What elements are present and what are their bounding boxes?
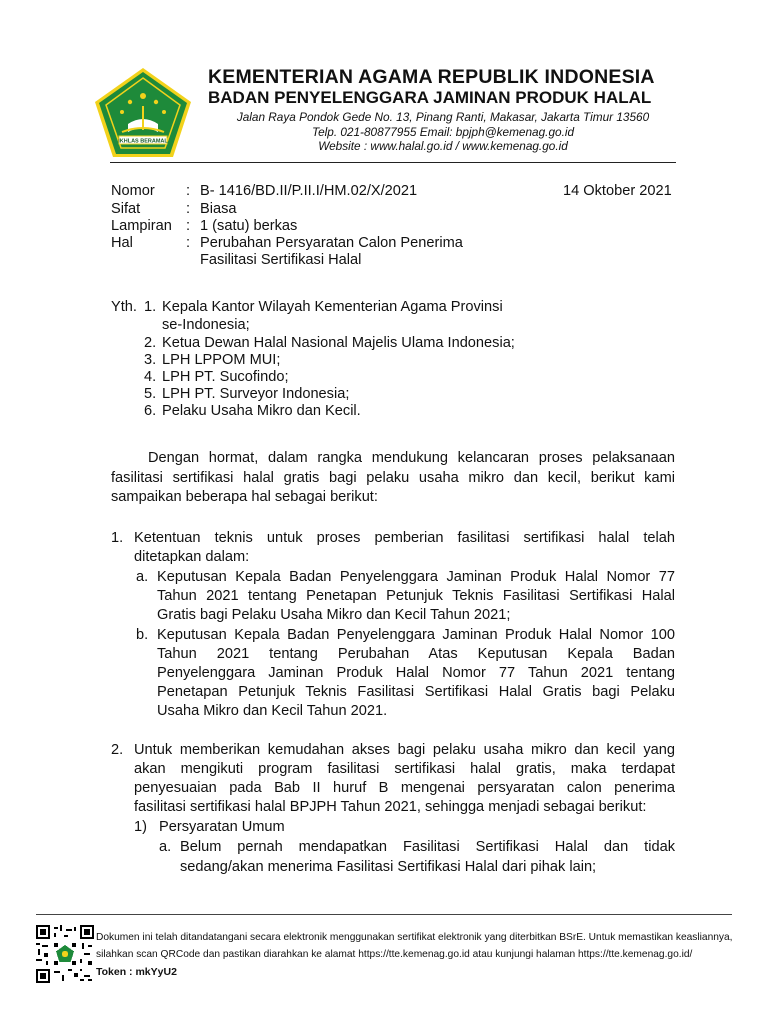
sub-1a-label: a. bbox=[159, 839, 172, 855]
point-1-line: Ketentuan teknis untuk proses pemberian fasilitasi sertifikasi halal telah bbox=[134, 530, 675, 546]
footer-token: Token : mkYyU2 bbox=[96, 966, 177, 978]
sifat-colon: : bbox=[186, 201, 191, 217]
hal-value-line1: Perubahan Persyaratan Calon Penerima bbox=[200, 235, 463, 251]
recipient-num: 1. bbox=[144, 299, 157, 315]
footer-notice-line1: Dokumen ini telah ditandatangani secara elektronik menggunakan sertifikat elektronik yang diterbitkan BSrE. Untuk memastikan keasliannya, bbox=[96, 932, 733, 943]
hal-label: Hal bbox=[111, 235, 133, 251]
point-1a-line: Gratis bagi Pelaku Usaha Mikro dan Kecil Tahun 2021; bbox=[157, 607, 511, 623]
point-1b-line: Usaha Mikro dan Kecil Tahun 2021. bbox=[157, 703, 388, 719]
point-1b-label: b. bbox=[136, 627, 149, 643]
lampiran-value: 1 (satu) berkas bbox=[200, 218, 298, 234]
recipient-text-cont: se-Indonesia; bbox=[162, 317, 250, 333]
recipient-num: 6. bbox=[144, 403, 157, 419]
point-1b-line: Tahun 2021 tentang Perubahan Atas Keputusan Kepala Badan bbox=[157, 646, 675, 662]
recipient-text: LPH LPPOM MUI; bbox=[162, 352, 281, 368]
logo-ribbon-text: IKHLAS BERAMAL bbox=[118, 138, 168, 145]
contact-line: Telp. 021-80877955 Email: bpjph@kemenag.go.id bbox=[311, 124, 575, 139]
point-1a-label: a. bbox=[136, 569, 149, 585]
point-1b-line: Penyelenggara Jaminan Produk Halal Nomor 77 Tahun 2021 tentang bbox=[157, 665, 675, 681]
agency-title: BADAN PENYELENGGARA JAMINAN PRODUK HALAL bbox=[208, 88, 652, 107]
kemenag-logo bbox=[92, 66, 194, 160]
intro-line: sampaikan beberapa hal sebagai berikut: bbox=[111, 489, 378, 505]
recipient-text: Kepala Kantor Wilayah Kementerian Agama Provinsi bbox=[162, 299, 503, 315]
recipient-num: 5. bbox=[144, 386, 157, 402]
nomor-colon: : bbox=[186, 183, 191, 199]
point-1a-line: Keputusan Kepala Badan Penyelenggara Jaminan Produk Halal Nomor 77 bbox=[157, 569, 675, 585]
intro-line: Dengan hormat, dalam rangka mendukung kelancaran proses pelaksanaan bbox=[148, 450, 675, 466]
recipient-num: 2. bbox=[144, 335, 157, 351]
recipient-num: 3. bbox=[144, 352, 157, 368]
point-1-number: 1. bbox=[111, 530, 124, 546]
nomor-label: Nomor bbox=[111, 183, 155, 199]
recipient-text: LPH PT. Surveyor Indonesia; bbox=[162, 386, 350, 402]
point-1b-line: Penetapan Petunjuk Teknis Fasilitasi Sertifikasi Halal Gratis bagi Pelaku bbox=[157, 684, 675, 700]
footer-notice-line2: silahkan scan QRCode dan pastikan diarahkan ke alamat https://tte.kemenag.go.id atau kunjungi halaman https://tte.kemenag.go.id/ bbox=[96, 949, 693, 960]
hal-value-line2: Fasilitasi Sertifikasi Halal bbox=[200, 252, 362, 268]
sifat-label: Sifat bbox=[111, 201, 141, 217]
point-2-line: penyesuaian pada Bab II huruf B mengenai persyaratan calon penerima bbox=[134, 780, 675, 796]
footer-divider bbox=[36, 914, 732, 915]
point-2-line: akan mengikuti program fasilitasi sertifikasi halal gratis, maka terdapat bbox=[134, 761, 675, 777]
sub-1-title: Persyaratan Umum bbox=[159, 819, 285, 835]
recipient-text: Ketua Dewan Halal Nasional Majelis Ulama Indonesia; bbox=[162, 335, 515, 351]
lampiran-colon: : bbox=[186, 218, 191, 234]
point-2-line: Untuk memberikan kemudahan akses bagi pelaku usaha mikro dan kecil yang bbox=[134, 742, 675, 758]
website-line: Website : www.halal.go.id / www.kemenag.go.id bbox=[318, 139, 568, 153]
intro-line: fasilitasi sertifikasi halal gratis bagi pelaku usaha mikro dan kecil, berikut kami bbox=[111, 470, 675, 486]
point-2-number: 2. bbox=[111, 742, 124, 758]
ministry-title: KEMENTERIAN AGAMA REPUBLIK INDONESIA bbox=[208, 66, 655, 88]
qr-code bbox=[36, 925, 94, 983]
nomor-value: B- 1416/BD.II/P.II.I/HM.02/X/2021 bbox=[200, 183, 418, 199]
recipient-text: LPH PT. Sucofindo; bbox=[162, 369, 289, 385]
sub-1a-line: Belum pernah mendapatkan Fasilitasi Sertifikasi Halal dan tidak bbox=[180, 839, 675, 855]
address-line: Jalan Raya Pondok Gede No. 13, Pinang Ranti, Makasar, Jakarta Timur 13560 bbox=[236, 110, 650, 124]
sifat-value: Biasa bbox=[200, 201, 237, 217]
hal-colon: : bbox=[186, 235, 191, 251]
lampiran-label: Lampiran bbox=[111, 218, 172, 234]
sub-1-number: 1) bbox=[134, 819, 147, 835]
recipient-num: 4. bbox=[144, 369, 157, 385]
header-divider bbox=[110, 162, 676, 163]
letter-date: 14 Oktober 2021 bbox=[563, 183, 672, 199]
recipient-text: Pelaku Usaha Mikro dan Kecil. bbox=[162, 403, 361, 419]
point-1-line: ditetapkan dalam: bbox=[134, 549, 250, 565]
point-1b-line: Keputusan Kepala Badan Penyelenggara Jaminan Produk Halal Nomor 100 bbox=[157, 627, 675, 643]
point-1a-line: Tahun 2021 tentang Penetapan Petunjuk Teknis Fasilitasi Sertifikasi Halal bbox=[157, 588, 675, 604]
address-block bbox=[210, 110, 676, 154]
point-2-line: fasilitasi sertifikasi halal BPJPH Tahun 2021, sehingga menjadi sebagai berikut: bbox=[134, 799, 647, 815]
sub-1a-line: sedang/akan menerima Fasilitasi Sertifikasi Halal dari pihak lain; bbox=[180, 859, 597, 875]
recipient-prefix: Yth. bbox=[111, 299, 137, 315]
